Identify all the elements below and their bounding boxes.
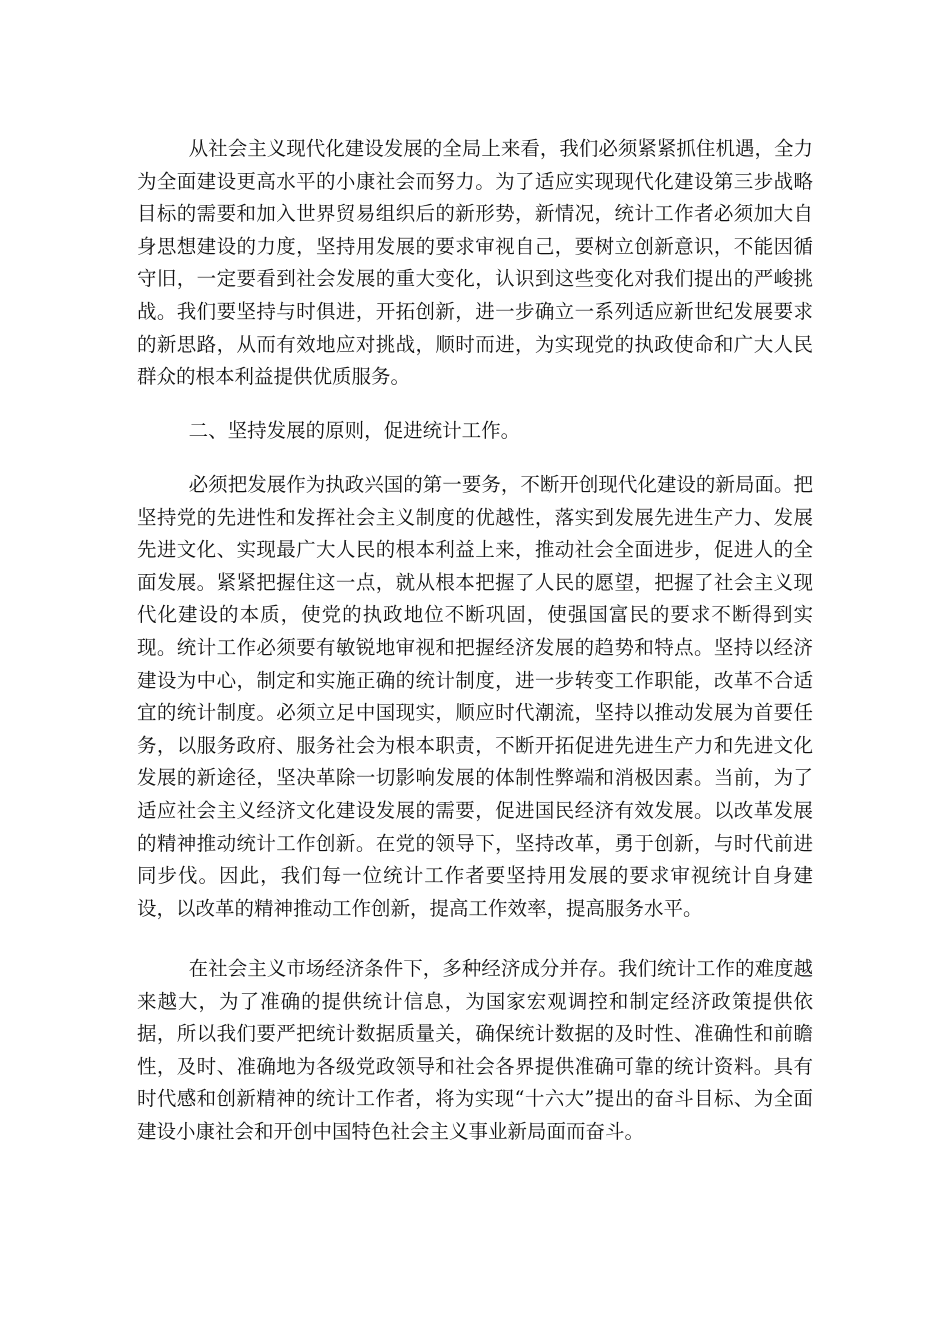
section-heading-principle: 二、坚持发展的原则，促进统计工作。	[188, 419, 521, 442]
paragraph-opportunity: 从社会主义现代化建设发展的全局上来看，我们必须紧紧抓住机遇，全力为全面建设更高水平的小康社会而努力。为了适应实现现代化建设第三步战略目标的需要和加入世界贸易组织后的新形势，新情况，统计工作者必须加大自身思想建设的力度，坚持用发展的要求审视自己，要树立创新意识，不能因循守旧，一定要看到社会发展的重大变化，认识到这些变化对我们提出的严峻挑战。我们要坚持与时俱进，开拓创新，进一步确立一系列适应新世纪发展要求的新思路，从而有效地应对挑战，顺时而进，为实现党的执政使命和广大人民群众的根本利益提供优质服务。	[137, 137, 813, 389]
paragraph-development: 必须把发展作为执政兴国的第一要务，不断开创现代化建设的新局面。把坚持党的先进性和发挥社会主义制度的优越性，落实到发展先进生产力、发展先进文化、实现最广大人民的根本利益上来，推动社会全面进步，促进人的全面发展。紧紧把握住这一点，就从根本把握了人民的愿望，把握了社会主义现代化建设的本质，使党的执政地位不断巩固，使强国富民的要求不断得到实现。统计工作必须要有敏锐地审视和把握经济发展的趋势和特点。坚持以经济建设为中心，制定和实施正确的统计制度，进一步转变工作职能，改革不合适宜的统计制度。必须立足中国现实，顺应时代潮流，坚持以推动发展为首要任务，以服务政府、服务社会为根本职责，不断开拓促进先进生产力和先进文化发展的新途径，坚决革除一切影响发展的体制性弊端和消极因素。当前，为了适应社会主义经济文化建设发展的需要，促进国民经济有效发展。以改革发展的精神推动统计工作创新。在党的领导下，坚持改革，勇于创新，与时代前进同步伐。因此，我们每一位统计工作者要坚持用发展的要求审视统计自身建设，以改革的精神推动工作创新，提高工作效率，提高服务水平。	[137, 473, 813, 920]
paragraph-market-economy: 在社会主义市场经济条件下，多种经济成分并存。我们统计工作的难度越来越大，为了准确的提供统计信息，为国家宏观调控和制定经济政策提供依据，所以我们要严把统计数据质量关，确保统计数据的及时性、准确性和前瞻性，及时、准确地为各级党政领导和社会各界提供准确可靠的统计资料。具有时代感和创新精神的统计工作者，将为实现“十六大”提出的奋斗目标、为全面建设小康社会和开创中国特色社会主义事业新局面而奋斗。	[137, 957, 813, 1143]
